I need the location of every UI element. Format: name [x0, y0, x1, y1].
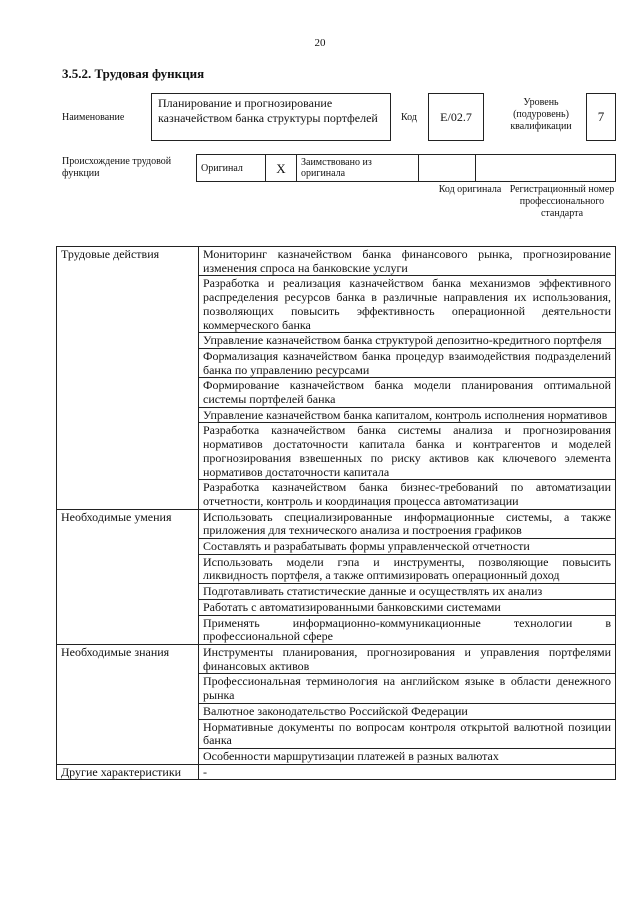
item-cell: Мониторинг казначейством банка финансового рынка, прогнозирование изменения спроса на банковские услуги	[199, 247, 616, 276]
item-cell: Формирование казначейством банка модели планирования оптимальной системы портфелей банка	[199, 378, 616, 407]
section-title-cell: Необходимые знания	[57, 644, 199, 764]
function-code-box: E/02.7	[428, 93, 484, 141]
item-cell: Разработка казначейством банка бизнес-требований по автоматизации отчетности, контроль и координация процесса автоматизации	[199, 480, 616, 509]
section-title: 3.5.2. Трудовая функция	[62, 66, 205, 81]
item-cell: Особенности маршрутизации платежей в разных валютах	[199, 748, 616, 764]
code-original-label: Код оригинала	[438, 184, 502, 195]
item-cell: Управление казначейством банка структурой депозитно-кредитного портфеля	[199, 333, 616, 349]
item-cell: Валютное законодательство Российской Федерации	[199, 703, 616, 719]
level-label: Уровень (подуровень) квалификации	[510, 97, 572, 132]
item-cell: -	[199, 764, 616, 780]
original-mark: X	[266, 155, 297, 182]
original-label: Оригинал	[197, 155, 266, 182]
name-label: Наименование	[62, 112, 125, 123]
item-cell: Использовать специализированные информационные системы, а также приложения для технического анализа и построения графиков	[199, 509, 616, 538]
origin-table	[196, 154, 616, 182]
item-cell: Профессиональная терминология на английском языке в области денежного рынка	[199, 674, 616, 703]
qualification-level-box: 7	[586, 93, 616, 141]
function-name-box: Планирование и прогнозирование казначейством банка структуры портфелей	[151, 93, 391, 141]
section-title-cell: Другие характеристики	[57, 764, 199, 780]
item-cell: Использовать модели гэпа и инструменты, позволяющие повысить ликвидность портфеля, а также оптимизировать операционный доход	[199, 554, 616, 583]
item-cell: Составлять и разрабатывать формы управленческой отчетности	[199, 539, 616, 555]
table-row	[57, 764, 616, 780]
item-cell: Формализация казначейством банка процедур взаимодействия подразделений банка по управлению ресурсами	[199, 348, 616, 377]
item-cell: Управление казначейством банка капиталом, контроль исполнения нормативов	[199, 407, 616, 423]
item-cell: Работать с автоматизированными банковскими системами	[199, 599, 616, 615]
item-cell: Применять информационно-коммуникационные технологии в профессиональной сфере	[199, 615, 616, 644]
reg-number-label: Регистрационный номер профессионального стандарта	[509, 184, 615, 219]
table-row	[57, 247, 616, 276]
function-table	[56, 246, 616, 780]
origin-label: Происхождение трудовой функции	[62, 156, 172, 179]
code-label: Код	[401, 112, 417, 123]
reg-number-cell	[476, 155, 616, 182]
code-original-cell	[419, 155, 476, 182]
section-title-cell: Трудовые действия	[57, 247, 199, 510]
item-cell: Нормативные документы по вопросам контроля открытой валютной позиции банка	[199, 719, 616, 748]
table-row	[57, 644, 616, 673]
table-row	[57, 509, 616, 538]
item-cell: Инструменты планирования, прогнозирования и управления портфелями финансовых активов	[199, 644, 616, 673]
borrowed-label: Заимствовано из оригинала	[297, 155, 419, 182]
section-title-cell: Необходимые умения	[57, 509, 199, 644]
item-cell: Разработка казначейством банка системы анализа и прогнозирования нормативов достаточности капитала банка и контрагентов и моделей прогнозирования взвешенных по риску активов как ключевого элемента нормативов достаточности капитала	[199, 423, 616, 480]
item-cell: Подготавливать статистические данные и осуществлять их анализ	[199, 584, 616, 600]
item-cell: Разработка и реализация казначейством банка механизмов эффективного распределения ресурсов банка в различные направления их использования, позволяющих повысить эффективность операционной деятельности коммерческого банка	[199, 276, 616, 333]
page-number: 20	[314, 37, 326, 49]
